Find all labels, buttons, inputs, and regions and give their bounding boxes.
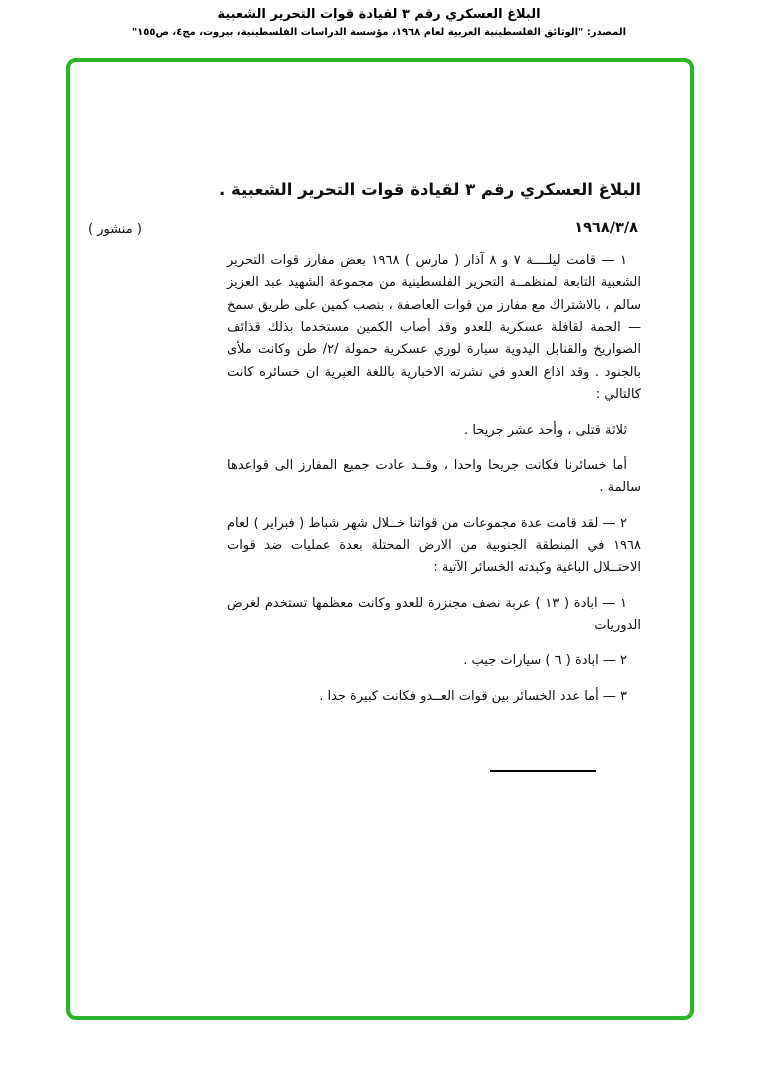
page-header-title: البلاغ العسكري رقم ٣ لقيادة قوات التحرير الشعبية <box>217 7 541 22</box>
source-citation: المصدر: "الوثائق الفلسطينية العربية لعام ١٩٦٨، مؤسسة الدراسات الفلسطينية، بيروت، مج٤، ص١٥٥" <box>131 27 627 38</box>
paragraph: ١ — ابادة ( ١٣ ) عربة نصف مجنزرة للعدو وكانت معظمها تستخدم لغرض الدوريات <box>227 595 641 634</box>
paragraph: ٢ — لقد قامت عدة مجموعات من قواتنا خــلال شهر شباط ( فبراير ) لعام ١٩٦٨ في المنطقة الجنوبية من الارض المحتلة بعدة عمليات ضد قوات الاحتــلال الباغية وكبدته الخسائر الآتية : <box>227 515 641 576</box>
document-title: البلاغ العسكري رقم ٣ لقيادة قوات التحرير الشعبية . <box>218 180 642 199</box>
published-note: ( منشور ) <box>88 222 142 237</box>
document-body <box>227 250 641 721</box>
paragraph: ١ — قامت ليلــــة ٧ و ٨ آذار ( مارس ) ١٩٦٨ بعض مفارز قوات التحرير الشعبية التابعة لمنظمــة التحرير الفلسطينية من مجموعة الشهيد عبد العزيز سالم ، بالاشتراك مع مفارز من قوات العاصفة ، بنصب كمين على طريق سمخ — الحمة لقافلة عسكرية للعدو وقد أصاب الكمين مستخدما بذلك قذائف الصواريخ والقنابل اليدوية سيارة لوري عسكرية حمولة /٢/ طن وكانت ملأى بالجنود . وقد اذاع العدو في نشرته الاخبارية باللغة العبرية ان خسائره كانت كالتالي : <box>227 253 641 403</box>
paragraph: ٣ — أما عدد الخسائر بين قوات العــدو فكانت كبيرة جدا . <box>319 688 627 704</box>
scanned-document-frame <box>66 58 694 1020</box>
document-date: ١٩٦٨/٣/٨ <box>574 220 638 236</box>
paragraph: ٢ — ابادة ( ٦ ) سيارات جيب . <box>463 653 627 669</box>
paragraph: ثلاثة قتلى ، وأحد عشر جريحا . <box>464 422 627 438</box>
paragraph: أما خسائرنا فكانت جريحا واحدا ، وقــد عادت جميع المفارز الى قواعدها سالمة . <box>227 457 641 496</box>
signature-divider <box>490 770 596 772</box>
